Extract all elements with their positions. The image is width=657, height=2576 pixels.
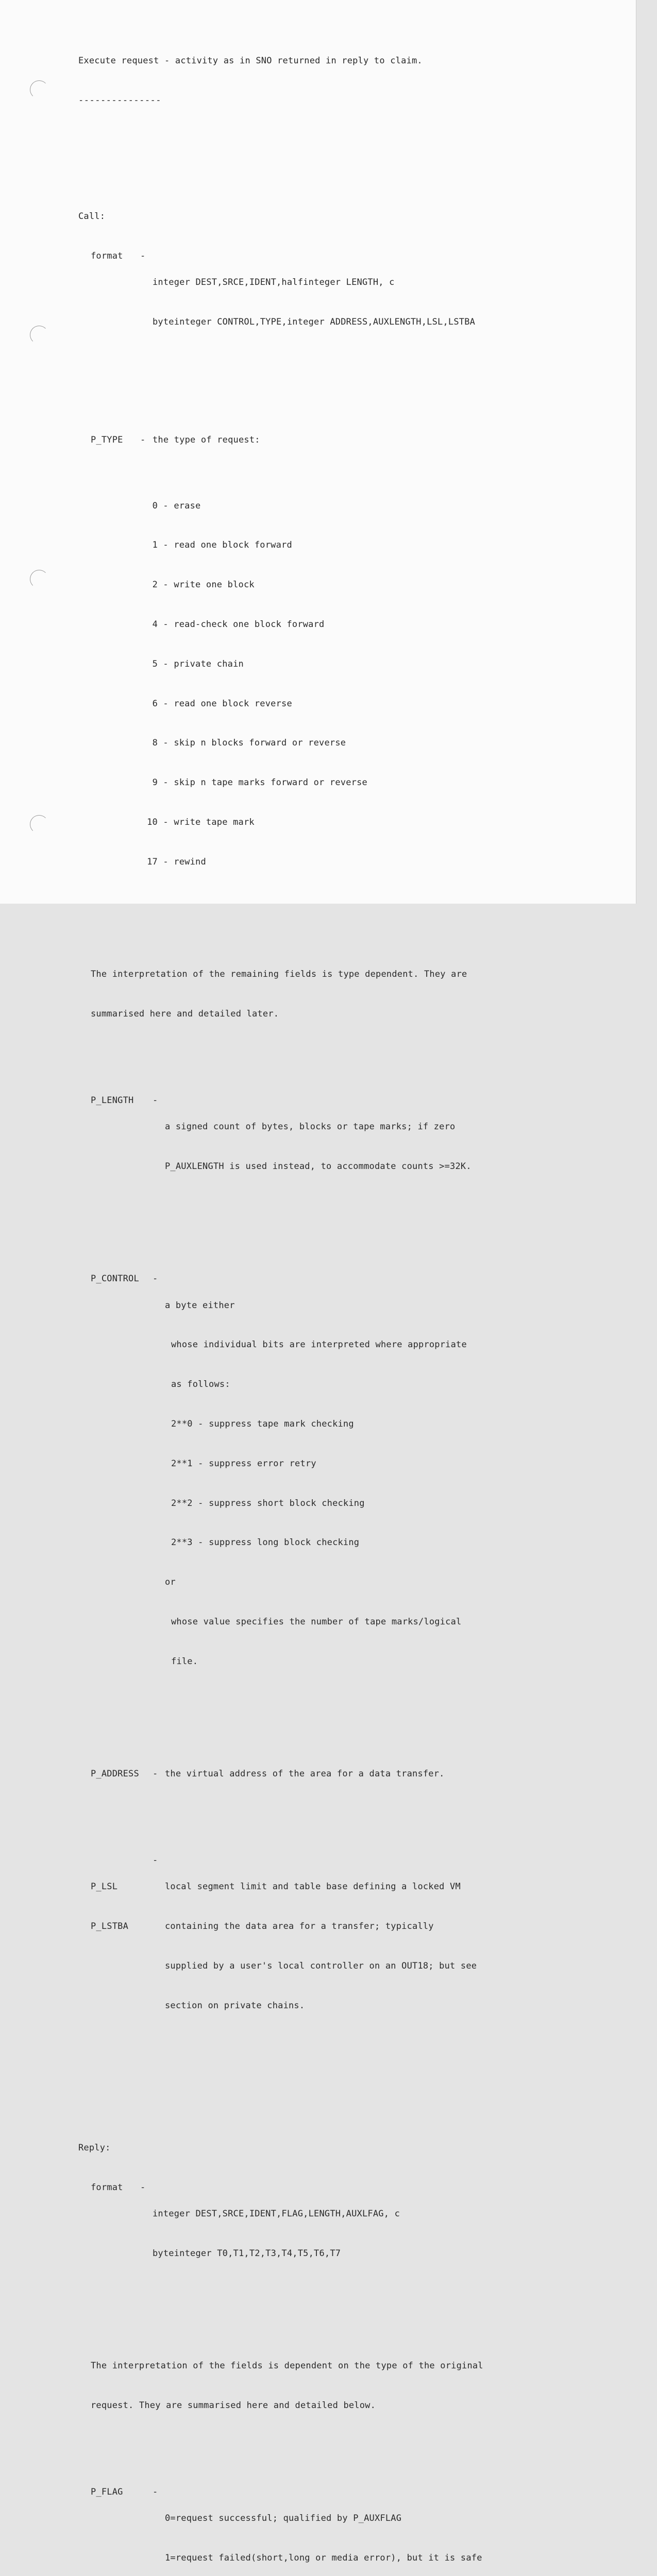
title-underline: ---------------	[78, 95, 162, 106]
type-item: 17 - rewind	[147, 856, 206, 867]
call-format: format - integer DEST,SRCE,IDENT,halfinteger LENGTH, c byteinteger CONTROL,TYPE,integer ADDRESS,AUXLENGTH,LSL,LSTBA	[78, 250, 599, 355]
bit-item: 2**1 - suppress error retry	[171, 1458, 316, 1469]
p-control-line1: a byte either	[165, 1300, 235, 1311]
p-control-line5: file.	[171, 1656, 198, 1667]
p-type-desc: the type of request:	[153, 434, 260, 445]
p-control-line2: whose individual bits are interpreted where appropriate	[171, 1340, 467, 1350]
p-address-label: P_ADDRESS	[91, 1769, 139, 1780]
format-label: format	[91, 250, 123, 261]
punch-hole	[30, 80, 48, 99]
call-interp-line1: The interpretation of the remaining fields is type dependent. They are	[91, 969, 467, 980]
p-lsl-line2: containing the data area for a transfer; typically	[165, 1921, 434, 1931]
type-item: 10 - write tape mark	[147, 817, 255, 827]
punch-hole	[30, 570, 48, 588]
bit-item: 2**3 - suppress long block checking	[171, 1537, 360, 1548]
p-lsl-label: P_LSL	[91, 1882, 118, 1892]
page-title: Execute request - activity as in SNO returned in reply to claim.	[78, 56, 423, 66]
p-flag-label: P_FLAG	[91, 2486, 123, 2497]
p-flag-field: P_FLAG - 0=request successful; qualified by P_AUXFLAG 1=request failed(short,long or media error), but it is safe	[78, 2486, 599, 2576]
format-label: format	[91, 2182, 123, 2193]
p-address-desc: the virtual address of the area for a data transfer.	[165, 1769, 445, 1780]
reply-format: format - integer DEST,SRCE,IDENT,FLAG,LENGTH,AUXLFAG, c byteinteger T0,T1,T2,T3,T4,T5,T6,T7	[78, 2181, 599, 2287]
p-length-line1: a signed count of bytes, blocks or tape marks; if zero	[165, 1121, 456, 1132]
type-item: 8 - skip n blocks forward or reverse	[152, 738, 346, 749]
call-format-line1: integer DEST,SRCE,IDENT,halfinteger LENGTH, c	[153, 277, 395, 288]
p-control-line4: whose value specifies the number of tape marks/logical	[171, 1616, 462, 1627]
type-item: 1 - read one block forward	[152, 540, 292, 551]
reply-format-line1: integer DEST,SRCE,IDENT,FLAG,LENGTH,AUXLFAG, c	[153, 2208, 400, 2219]
type-item: 2 - write one block	[152, 580, 255, 590]
p-type-label: P_TYPE	[91, 434, 123, 445]
p-lstba-label: P_LSTBA	[91, 1921, 129, 1931]
call-interp-line2: summarised here and detailed later.	[91, 1009, 279, 1020]
p-length-label: P_LENGTH	[91, 1095, 134, 1106]
document-body	[78, 28, 599, 2576]
bit-item: 2**0 - suppress tape mark checking	[171, 1418, 354, 1429]
p-lsl-line3: supplied by a user's local controller on an OUT18; but see	[165, 1960, 477, 1971]
flag-item: 1=request failed(short,long or media error), but it is safe	[165, 2552, 482, 2563]
type-item: 6 - read one block reverse	[152, 698, 292, 709]
p-control-line3: as follows:	[171, 1379, 230, 1390]
p-lsl-field: P_LSL P_LSTBA - local segment limit and table base defining a locked VM containing the data area for a transfer; typically supplied by a user's local controller on an OUT18; but see section on private chains.	[78, 1854, 599, 2039]
reply-format-line2: byteinteger T0,T1,T2,T3,T4,T5,T6,T7	[153, 2248, 341, 2259]
call-format-line2: byteinteger CONTROL,TYPE,integer ADDRESS,AUXLENGTH,LSL,LSTBA	[153, 316, 476, 327]
flag-item: 0=request successful; qualified by P_AUXFLAG	[165, 2513, 402, 2523]
p-type-field: P_TYPE - the type of request:	[78, 434, 599, 447]
p-lsl-line1: local segment limit and table base defining a locked VM	[165, 1882, 461, 1892]
p-control-or: or	[165, 1577, 176, 1588]
type-item: 0 - erase	[152, 500, 201, 511]
call-heading: Call:	[78, 211, 106, 222]
p-length-field: P_LENGTH - a signed count of bytes, blocks or tape marks; if zero P_AUXLENGTH is used instead, to accommodate counts >=32K.	[78, 1094, 599, 1200]
p-address-field: P_ADDRESS - the virtual address of the area for a data transfer.	[78, 1768, 599, 1781]
type-item: 5 - private chain	[152, 658, 244, 669]
p-length-line2: P_AUXLENGTH is used instead, to accommodate counts >=32K.	[165, 1161, 471, 1172]
reply-interp-line1: The interpretation of the fields is dependent on the type of the original	[91, 2361, 483, 2371]
reply-heading: Reply:	[78, 2142, 111, 2153]
type-list	[78, 473, 599, 895]
punch-hole	[30, 815, 48, 834]
punch-hole	[30, 326, 48, 344]
p-control-label: P_CONTROL	[91, 1274, 139, 1284]
p-control-field: P_CONTROL - a byte either whose individual bits are interpreted where appropriate as follows: 2**0 - suppress tape mark checking 2**1 - suppress error retry 2**2 - suppress short block checking 2**3 - suppress long block checking or whose value specifies the number of tape marks/logical file.	[78, 1273, 599, 1694]
type-item: 9 - skip n tape marks forward or reverse	[152, 777, 367, 788]
type-item: 4 - read-check one block forward	[152, 619, 325, 630]
p-lsl-line4: section on private chains.	[165, 2000, 305, 2011]
reply-interp-line2: request. They are summarised here and detailed below.	[91, 2400, 376, 2411]
bit-item: 2**2 - suppress short block checking	[171, 1498, 365, 1509]
